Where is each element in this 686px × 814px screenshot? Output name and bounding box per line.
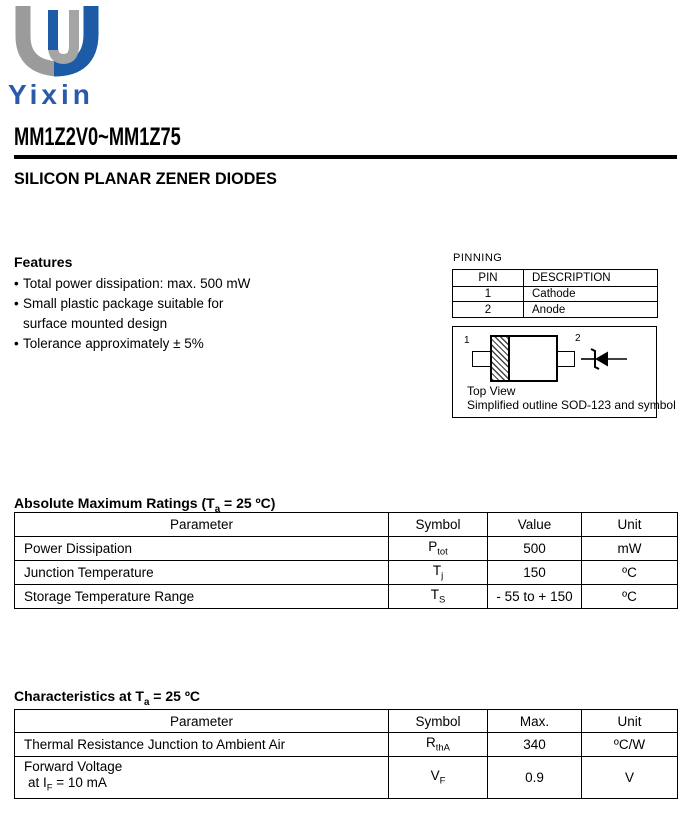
package-outline: [490, 335, 558, 382]
parameter-cell: Storage Temperature Range: [15, 585, 389, 609]
diagram-caption: Top View: [467, 384, 516, 398]
symbol-cell: $R_{thA}$: [389, 733, 488, 757]
title-divider: [14, 155, 677, 159]
pin-number: 1: [453, 287, 524, 302]
table-header-row: [15, 513, 678, 537]
pin1-lead: [472, 351, 491, 367]
column-header: Symbol: [389, 513, 488, 537]
table-header-row: [453, 270, 658, 287]
bullet-icon: •: [14, 336, 19, 351]
pinning-table: [452, 269, 658, 318]
table-row: [15, 561, 678, 585]
pinning-label: PINNING: [453, 252, 503, 264]
characteristics-table: [14, 709, 678, 799]
column-header: Parameter: [15, 710, 389, 733]
feature-text: Total power dissipation: max. 500 mW: [23, 276, 251, 291]
symbol-cell: $P_{tot}$: [389, 537, 488, 561]
parameter-cell: Forward Voltage at $I_F = 10$ mA: [15, 757, 389, 799]
page-title: MM1Z2V0~MM1Z75: [14, 123, 181, 151]
pin-description: Cathode: [524, 287, 658, 302]
page-subtitle: SILICON PLANAR ZENER DIODES: [14, 169, 277, 188]
table-row: [453, 302, 658, 318]
column-header: Unit: [582, 513, 678, 537]
column-header: PIN: [453, 270, 524, 287]
value-cell: 500: [488, 537, 582, 561]
feature-text: Small plastic package suitable for: [23, 296, 224, 311]
parameter-cell: Thermal Resistance Junction to Ambient Air: [15, 733, 389, 757]
pin2-label: 2: [575, 333, 581, 344]
column-header: Parameter: [15, 513, 389, 537]
feature-item: [14, 274, 424, 294]
column-header: DESCRIPTION: [524, 270, 658, 287]
pin2-lead: [557, 351, 575, 367]
pin-number: 2: [453, 302, 524, 318]
characteristics-title: Characteristics at $T_a = 25$ ºC: [14, 688, 201, 708]
value-cell: 0.9: [488, 757, 582, 799]
table-row: [453, 287, 658, 302]
column-header: Symbol: [389, 710, 488, 733]
feature-text: Tolerance approximately ± 5%: [23, 336, 204, 351]
bullet-icon: •: [14, 296, 19, 311]
pin1-label: 1: [464, 335, 470, 346]
logo-u-icon: [14, 6, 100, 78]
features-title: Features: [14, 254, 73, 270]
package-diagram: [452, 326, 676, 418]
value-cell: 150: [488, 561, 582, 585]
feature-text: surface mounted design: [23, 316, 168, 331]
unit-cell: ºC: [582, 585, 678, 609]
symbol-cell: $T_S$: [389, 585, 488, 609]
column-header: Unit: [582, 710, 678, 733]
table-header-row: [15, 710, 678, 733]
unit-cell: mW: [582, 537, 678, 561]
parameter-cell: Junction Temperature: [15, 561, 389, 585]
table-row: [15, 537, 678, 561]
column-header: Max.: [488, 710, 582, 733]
diagram-caption: Simplified outline SOD-123 and symbol: [467, 398, 676, 412]
column-header: Value: [488, 513, 582, 537]
unit-cell: ºC: [582, 561, 678, 585]
zener-diode-symbol-icon: [581, 347, 627, 371]
feature-item: [14, 334, 424, 354]
unit-cell: ºC/W: [582, 733, 678, 757]
symbol-cell: $T_j$: [389, 561, 488, 585]
value-cell: - 55 to + 150: [488, 585, 582, 609]
parameter-cell: Power Dissipation: [15, 537, 389, 561]
table-row: [15, 585, 678, 609]
absolute-maximum-ratings-table: [14, 512, 678, 609]
bullet-icon: •: [14, 276, 19, 291]
feature-item: [14, 294, 424, 314]
feature-item-continuation: [14, 314, 424, 334]
abs-max-ratings-title: Absolute Maximum Ratings ($T_a = 25$ ºC): [14, 495, 276, 515]
symbol-cell: $V_F$: [389, 757, 488, 799]
cathode-band: [492, 337, 510, 380]
unit-cell: V: [582, 757, 678, 799]
table-row: [15, 733, 678, 757]
value-cell: 340: [488, 733, 582, 757]
brand-name: Yixin: [8, 79, 94, 110]
table-row: [15, 757, 678, 799]
pin-description: Anode: [524, 302, 658, 318]
features-section: [14, 254, 424, 354]
